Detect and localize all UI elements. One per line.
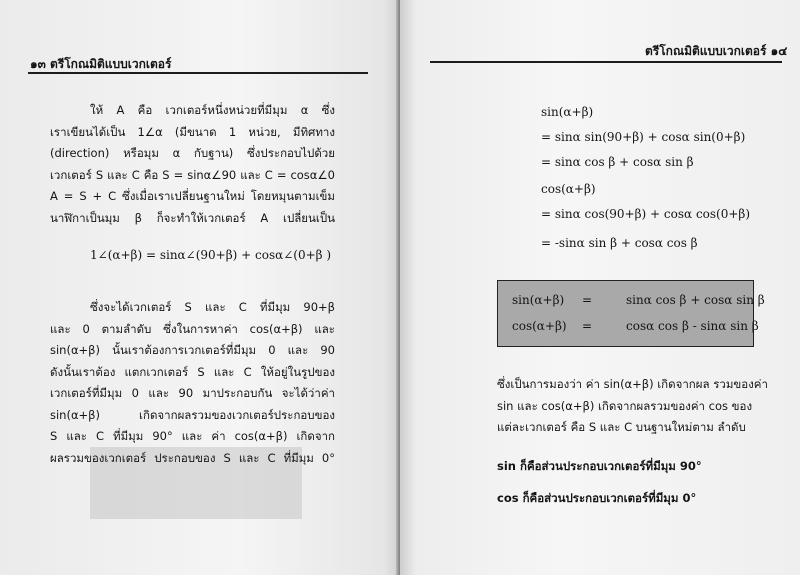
text-line: เวกเตอร์ที่มีมุม 0 และ 90 มาประกอบกัน จะได้ว่าค่า xyxy=(50,386,335,400)
text-line: ดังนั้นเราต้อง แตกเวกเตอร์ S และ C ให้อยู่ในรูปของ xyxy=(50,364,335,379)
text-line: sin(α+β) นั้นเราต้องการเวกเตอร์ที่มีมุม 0 และ 90 xyxy=(50,343,335,357)
formula-lhs: cos(α+β) xyxy=(512,319,567,333)
formula-rhs: cosα cos β - sinα sin β xyxy=(626,319,759,333)
text-line: เราเขียนได้เป็น 1∠α (มีขนาด 1 หน่วย, มีทิศทาง xyxy=(50,124,335,139)
result-box xyxy=(497,280,765,347)
derivation-line: = sinα cos β + cosα sin β xyxy=(541,155,694,169)
formula-equals: = xyxy=(582,319,593,333)
right-header-rule xyxy=(430,61,782,63)
left-header-rule xyxy=(28,72,368,74)
derivation-line: sin(α+β) xyxy=(541,105,594,119)
text-line: นาฬิกาเป็นมุม β ก็จะทำให้เวกเตอร์ A เปลี่ยนเป็น xyxy=(50,210,335,225)
formula-equals: = xyxy=(582,293,593,307)
text-line: ให้ A คือ เวกเตอร์หนึ่งหน่วยที่มีมุม α ซึ่ง xyxy=(90,103,335,117)
derivation-line: = sinα sin(90+β) + cosα sin(0+β) xyxy=(541,130,746,144)
left-paragraph-2 xyxy=(50,297,335,469)
formula-lhs: sin(α+β) xyxy=(512,293,565,307)
cos-sum-formula xyxy=(512,319,759,333)
sin-sum-formula xyxy=(512,293,765,307)
formula-rhs: sinα cos β + cosα sin β xyxy=(626,293,765,307)
right-page-header: ตรีโกณมิติแบบเวกเตอร์ ๑๔ xyxy=(645,44,788,58)
text-line: (direction) หรือมุม α กับฐาน) ซึ่งประกอบไปด้วย xyxy=(50,146,335,160)
derivation-line: = -sinα sin β + cosα cos β xyxy=(541,236,698,250)
text-line: sin และ cos(α+β) เกิดจากผลรวมของค่า cos ของ xyxy=(497,398,753,413)
derivation-line: cos(α+β) xyxy=(541,182,596,196)
text-line: A = S + C ซึ่งเมื่อเราเปลี่ยนฐานใหม่ โดยหมุนตามเข็ม xyxy=(50,189,335,203)
text-line: และ 0 ตามลำดับ ซึ่งในการหาค่า cos(α+β) และ xyxy=(50,321,335,336)
right-paragraph xyxy=(497,374,768,439)
text-line: ซึ่งเป็นการมองว่า ค่า sin(α+β) เกิดจากผล รวมของค่า xyxy=(497,377,768,391)
left-page-header: ๑๓ ตรีโกณมิติแบบเวกเตอร์ xyxy=(30,57,172,71)
text-line: แต่ละเวกเตอร์ คือ S และ C บนฐานใหม่ตาม ลำดับ xyxy=(497,420,746,434)
text-line: sin(α+β) เกิดจากผลรวมของเวกเตอร์ประกอบของ xyxy=(50,407,335,422)
text-line: ผลรวมของเวกเตอร์ ประกอบของ S และ C ที่มีมุม 0° xyxy=(50,450,335,465)
text-line: เวกเตอร์ S และ C คือ S = sinα∠90 และ C = cosα∠0 xyxy=(50,167,335,182)
vector-equation: 1∠(α+β) = sinα∠(90+β) + cosα∠(0+β ) xyxy=(90,248,332,262)
text-line: S และ C ที่มีมุม 90° และ ค่า cos(α+β) เกิดจาก xyxy=(50,429,335,443)
derivation-line: = sinα cos(90+β) + cosα cos(0+β) xyxy=(541,207,751,221)
bold-line: cos ก็คือส่วนประกอบเวกเตอร์ที่มีมุม 0° xyxy=(497,490,697,505)
bold-line: sin ก็คือส่วนประกอบเวกเตอร์ที่มีมุม 90° xyxy=(497,459,702,473)
left-paragraph-1 xyxy=(50,100,335,229)
text-line: ซึ่งจะได้เวกเตอร์ S และ C ที่มีมุม 90+β xyxy=(90,300,335,314)
bold-summary xyxy=(497,456,759,509)
